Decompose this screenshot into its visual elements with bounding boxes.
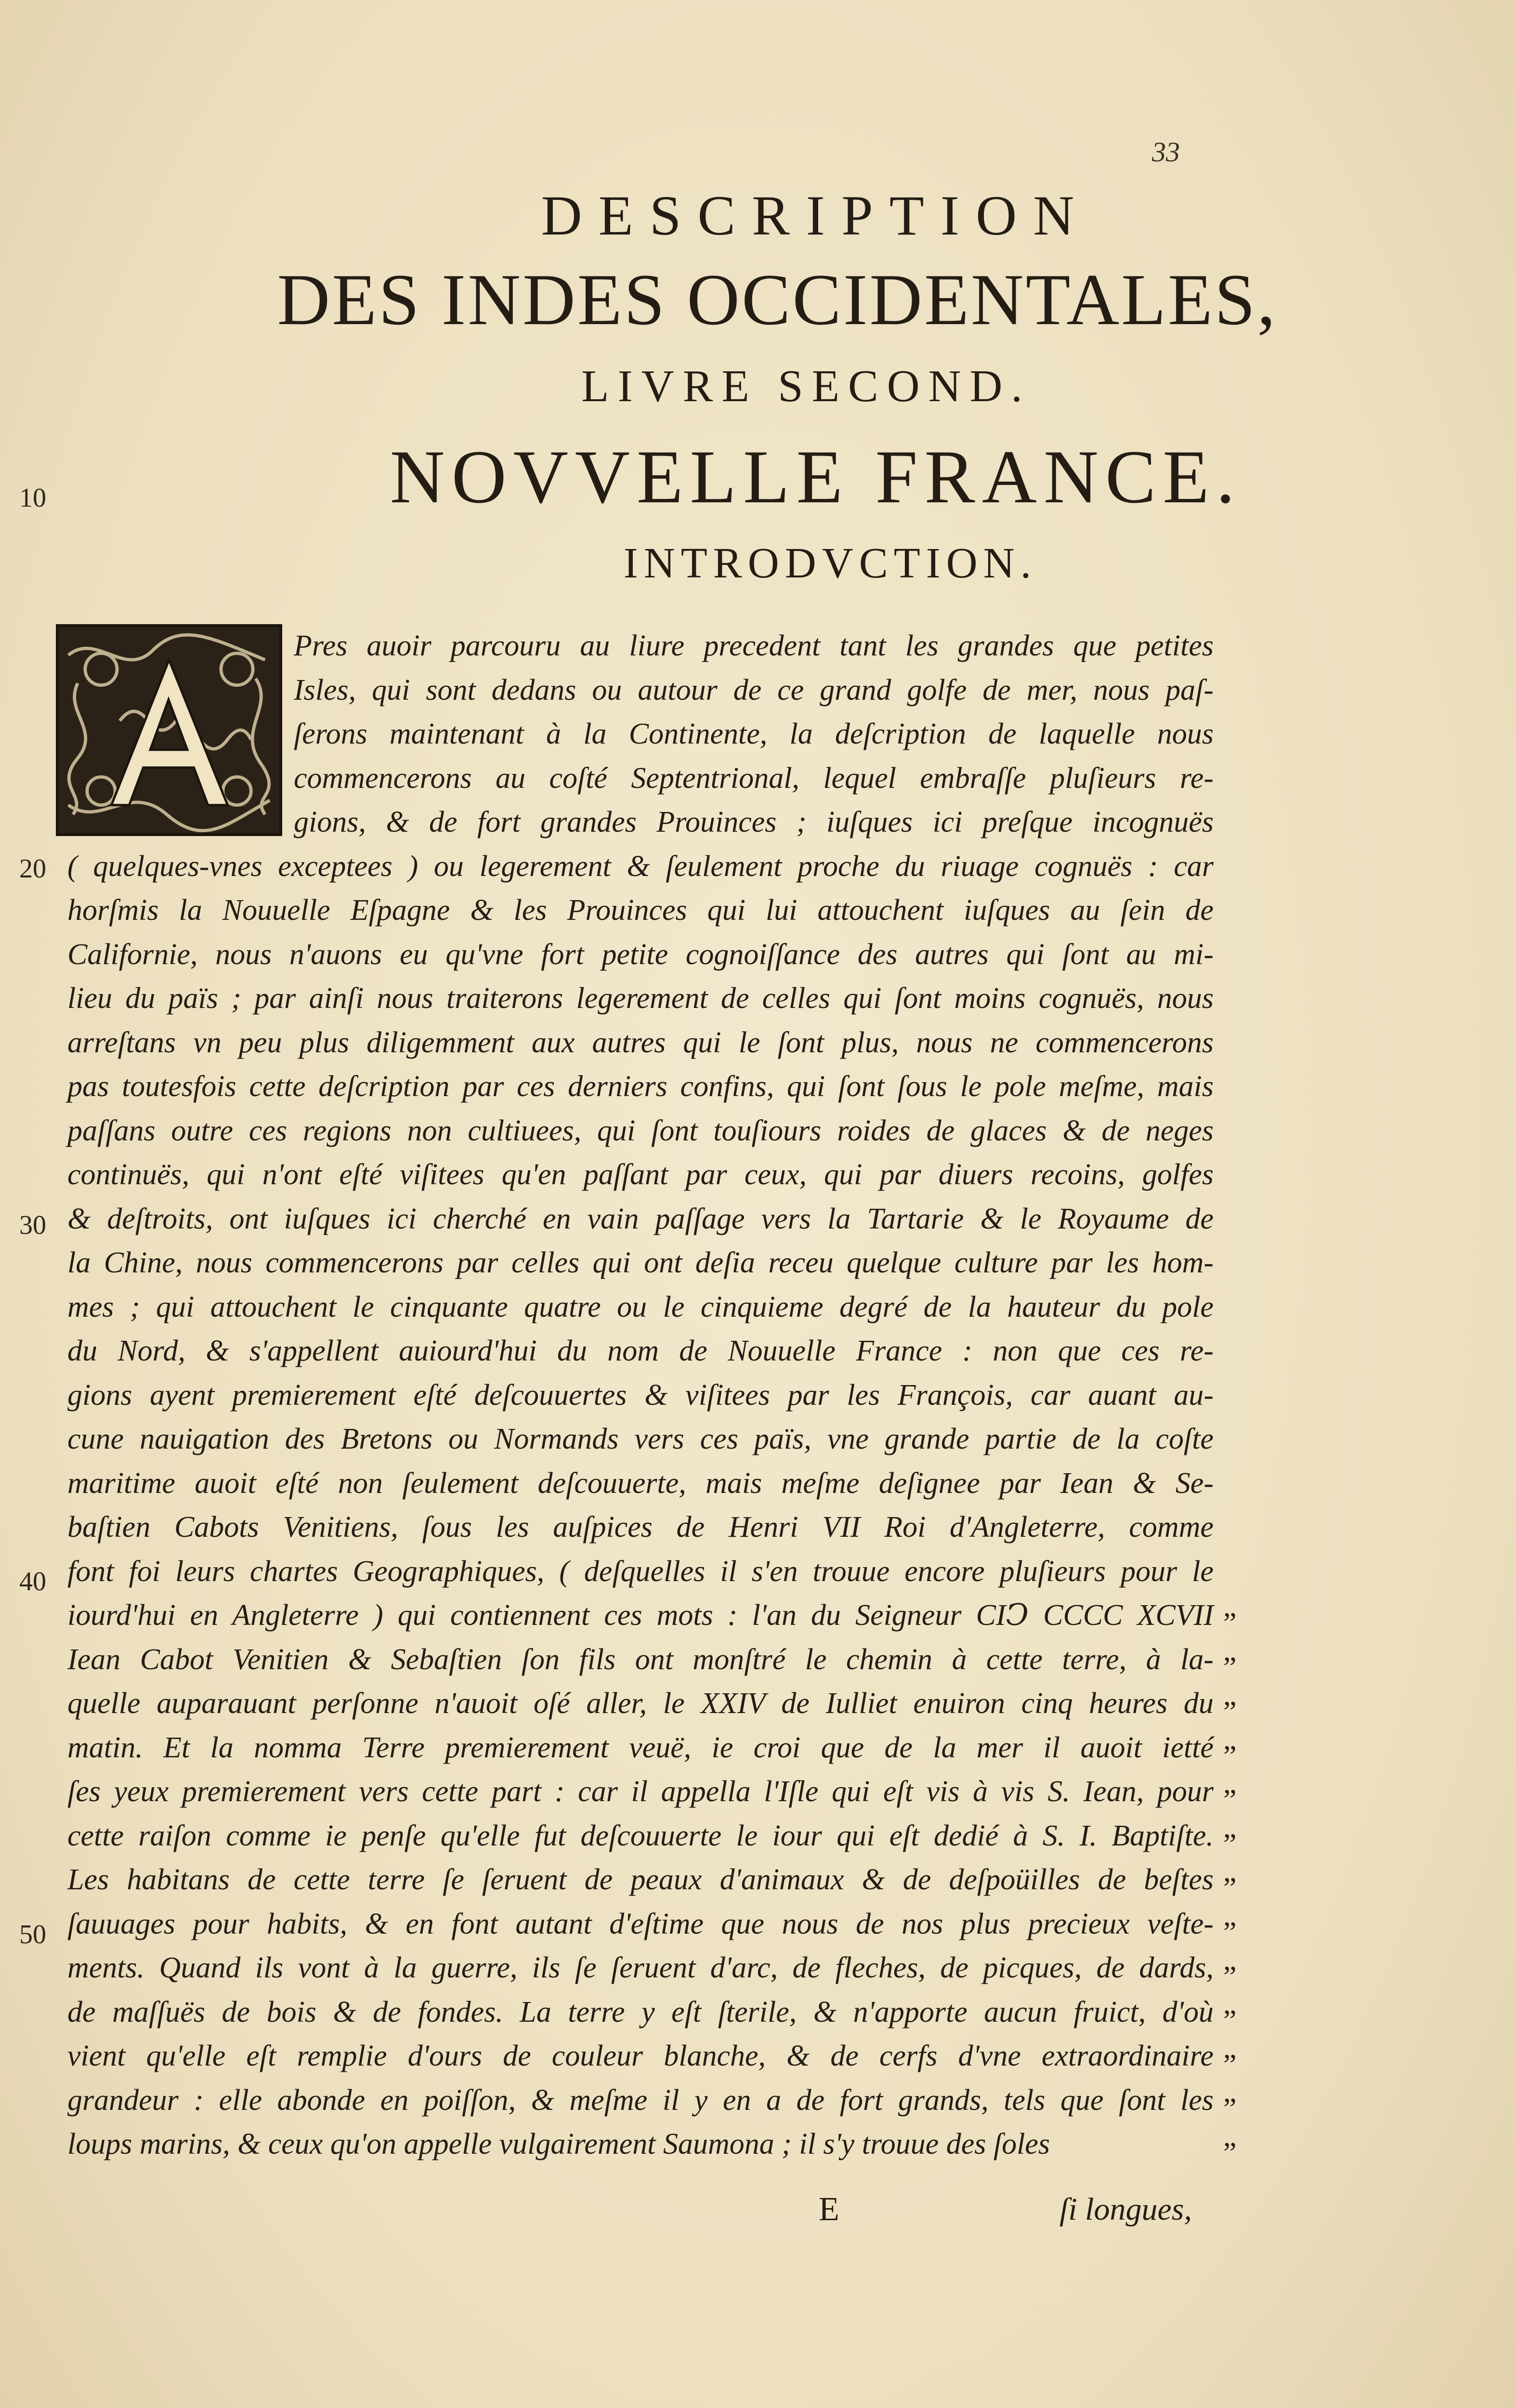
text-line: vient qu'elle eſt remplie d'ours de couleur blanche, & de cerfs d'vne extraordinaire xyxy=(67,2040,1214,2072)
text-line: maritime auoit eſté non ſeulement deſcouuerte, mais meſme deſignee par Iean & Se- xyxy=(67,1466,1214,1500)
catchword: ſi longues, xyxy=(1059,2192,1192,2227)
text-line: pas toutesfois cette deſcription par ces derniers confins, qui ſont ſous le pole meſme, mais xyxy=(67,1070,1214,1103)
text-line: baſtien Cabots Venitiens, ſous les auſpices de Henri VII Roi d'Angleterre, comme xyxy=(67,1511,1214,1544)
heading-livre-second: LIVRE SECOND. xyxy=(581,361,1031,411)
quote-mark: ” xyxy=(1223,2049,1237,2081)
text-line: mes ; qui attouchent le cinquante quatre ou le cinquieme degré de la hauteur du pole xyxy=(67,1290,1214,1323)
quote-mark: ” xyxy=(1223,1828,1237,1861)
text-line: commencerons au coſté Septentrional, lequel embraſſe pluſieurs re- xyxy=(294,761,1214,795)
quote-mark: ” xyxy=(1223,1740,1237,1773)
text-line: ments. Quand ils vont à la guerre, ils ſe ſeruent d'arc, de fleches, de picques, de dards, xyxy=(67,1951,1214,1984)
folio-number: 33 xyxy=(1152,136,1180,168)
text-line: Iean Cabot Venitien & Sebaſtien ſon fils ont monſtré le chemin à cette terre, à la- xyxy=(67,1643,1214,1676)
quote-mark: ” xyxy=(1223,1916,1237,1949)
text-line: Les habitans de cette terre ſe ſeruent de peaux d'animaux & de deſpoüilles de beſtes xyxy=(67,1863,1214,1896)
text-line: ſes yeux premierement vers cette part : car il appella l'Iſle qui eſt vis à vis S. Iean, pour xyxy=(67,1775,1214,1808)
heading-nouvelle-france: NOVVELLE FRANCE. xyxy=(390,435,1242,519)
text-line: matin. Et la nomma Terre premierement veuë, ie croi que de la mer il auoit ietté xyxy=(67,1731,1214,1764)
text-line: de maſſuës de bois & de fondes. La terre y eſt ſterile, & n'apporte aucun fruict, d'où xyxy=(67,1995,1214,2028)
text-line: loups marins, & ceux qu'on appelle vulgairement Saumona ; il s'y trouue des ſoles xyxy=(67,2128,1050,2160)
text-line: arreſtans vn peu plus diligemment aux autres qui le ſont plus, nous ne commencerons xyxy=(67,1026,1214,1059)
text-line: horſmis la Nouuelle Eſpagne & les Prouinces qui lui attouchent iuſques au ſein de xyxy=(67,894,1214,927)
quote-mark: ” xyxy=(1223,2137,1237,2170)
quote-mark: ” xyxy=(1223,2093,1237,2125)
text-line: & deſtroits, ont iuſques ici cherché en vain paſſage vers la Tartarie & le Royaume de xyxy=(67,1202,1214,1235)
heading-indes-occidentales: DES INDES OCCIDENTALES, xyxy=(277,259,1278,340)
text-line: cette raiſon comme ie penſe qu'elle fut deſcouuerte le iour qui eſt dedié à S. I. Baptiſte. xyxy=(67,1819,1214,1852)
text-line: Pres auoir parcouru au liure precedent tant les grandes que petites xyxy=(294,629,1214,662)
quote-mark: ” xyxy=(1223,1696,1237,1728)
line-number-10: 10 xyxy=(19,483,46,513)
text-line: gions ayent premierement eſté deſcouuertes & viſitees par les François, car auant au- xyxy=(67,1378,1214,1412)
text-line: ſauuages pour habits, & en font autant d'eſtime que nous de nos plus precieux veſte- xyxy=(67,1907,1214,1940)
text-line: du Nord, & s'appellent auiourd'hui du nom de Nouuelle France : non que ces re- xyxy=(67,1335,1214,1367)
heading-description: DESCRIPTION xyxy=(541,184,1091,247)
line-number-20: 20 xyxy=(19,854,46,884)
text-line: iourd'hui en Angleterre ) qui contiennent ces mots : l'an du Seigneur CIↃ CCCC XCVII xyxy=(67,1599,1214,1632)
text-line: ſerons maintenant à la Continente, la deſcription de laquelle nous xyxy=(294,718,1214,750)
text-line: la Chine, nous commencerons par celles qui ont deſia receu quelque culture par les hom- xyxy=(67,1246,1214,1279)
quote-mark: ” xyxy=(1223,2004,1237,2037)
text-line: ( quelques-vnes exceptees ) ou legerement & ſeulement proche du riuage cognuës : car xyxy=(67,850,1214,883)
text-line: Californie, nous n'auons eu qu'vne fort petite cognoiſſance des autres qui ſont au mi- xyxy=(67,938,1214,971)
signature-mark: E xyxy=(819,2191,839,2228)
line-number-50: 50 xyxy=(19,1920,46,1950)
text-line: continuës, qui n'ont eſté viſitees qu'en paſſant par ceux, qui par diuers recoins, golfes xyxy=(67,1158,1214,1191)
line-number-40: 40 xyxy=(19,1567,46,1597)
text-line: grandeur : elle abonde en poiſſon, & meſme il y en a de fort grands, tels que ſont les xyxy=(67,2083,1214,2117)
quote-mark: ” xyxy=(1223,1607,1237,1640)
quote-mark: ” xyxy=(1223,1961,1237,1993)
quote-mark: ” xyxy=(1223,1872,1237,1905)
text-line: cune nauigation des Bretons ou Normands vers ces païs, vne grande partie de la coſte xyxy=(67,1423,1214,1455)
text-line: Isles, qui sont dedans ou autour de ce grand golfe de mer, nous paſ- xyxy=(294,673,1214,707)
text-line: quelle auparauant perſonne n'auoit oſé aller, le XXIV de Iulliet enuiron cinq heures du xyxy=(67,1687,1214,1720)
line-number-30: 30 xyxy=(19,1210,46,1240)
quote-mark: ” xyxy=(1223,1784,1237,1817)
text-line: gions, & de fort grandes Prouinces ; iuſques ici preſque incognuës xyxy=(294,806,1214,838)
heading-introduction: INTRODVCTION. xyxy=(623,539,1037,587)
text-line: lieu du païs ; par ainſi nous traiterons legerement de celles qui ſont moins cognuës, nous xyxy=(67,982,1214,1015)
text-line: paſſans outre ces regions non cultiuees, qui ſont touſiours roides de glaces & de neges xyxy=(67,1114,1214,1147)
text-line: font foi leurs chartes Geographiques, ( deſquelles il s'en trouue encore pluſieurs pour le xyxy=(67,1555,1214,1588)
quote-mark: ” xyxy=(1223,1651,1237,1684)
body-text xyxy=(67,624,1214,2167)
drop-cap-lines xyxy=(67,624,1214,845)
